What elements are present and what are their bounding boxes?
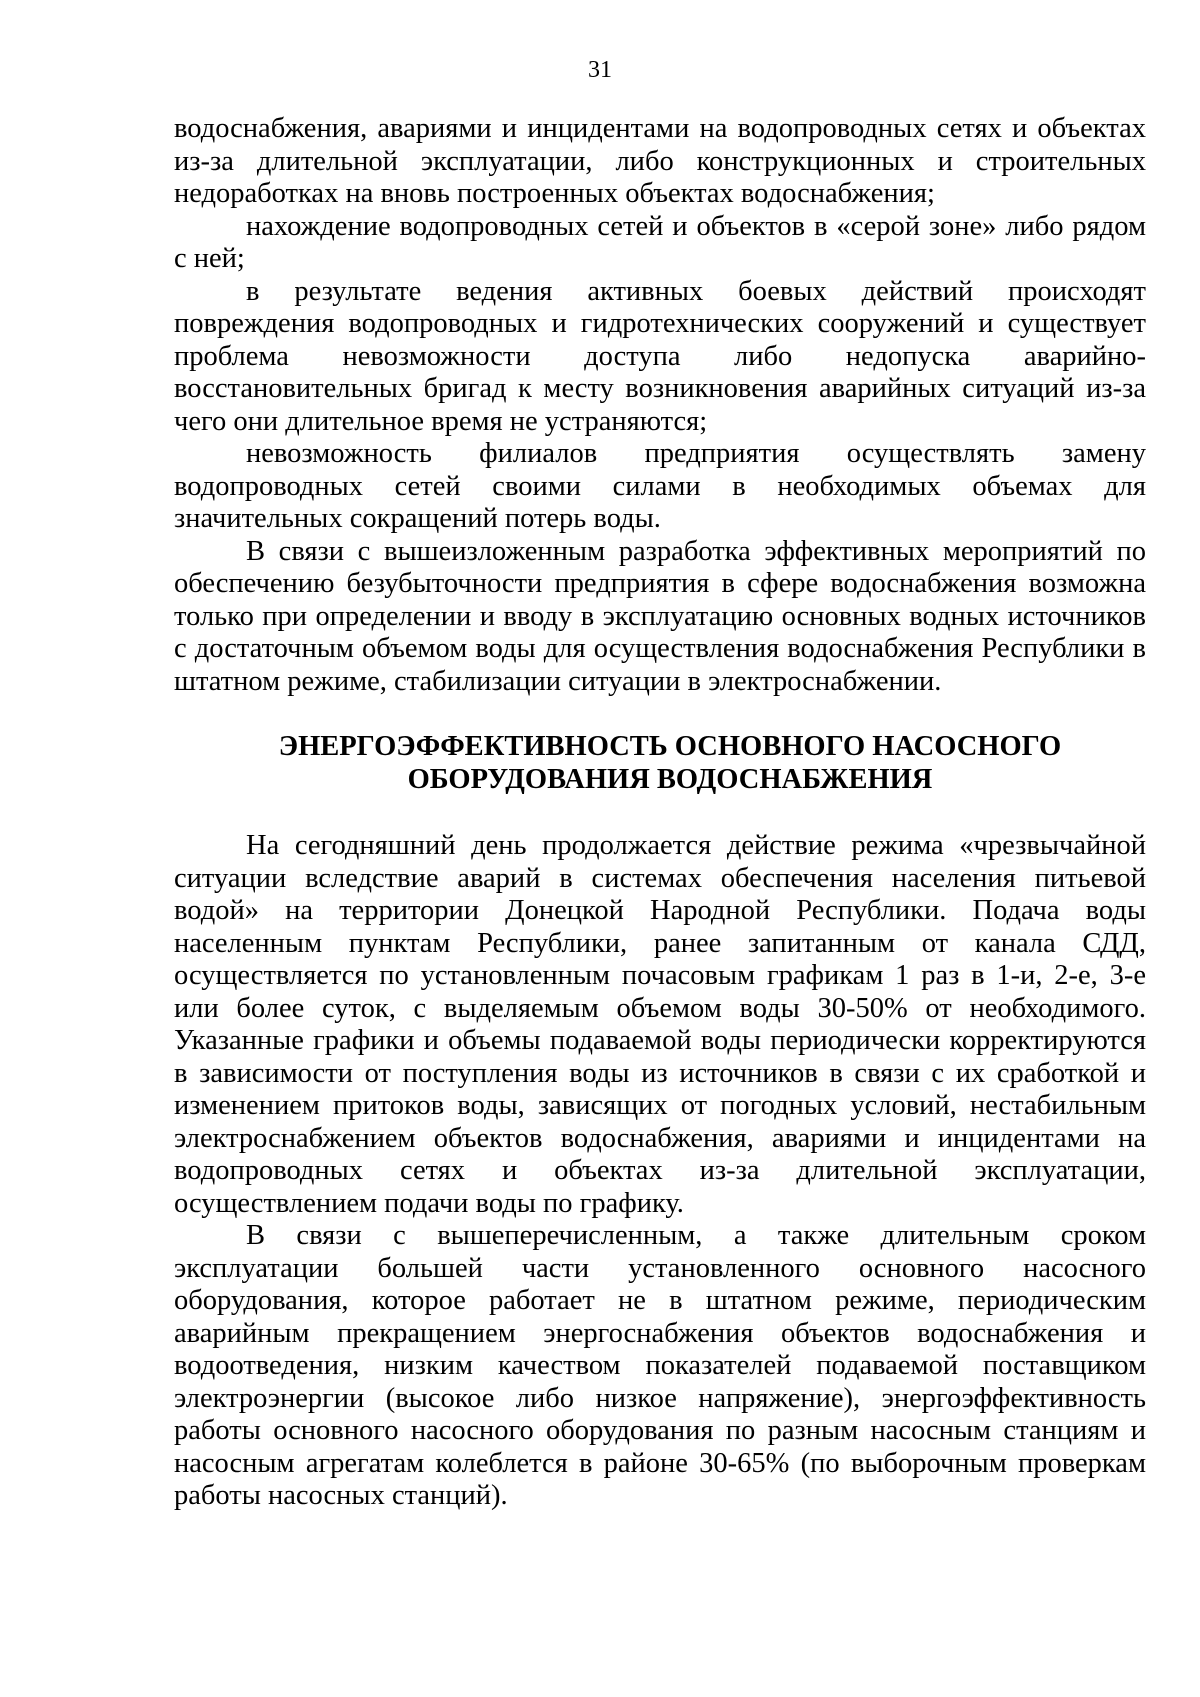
section-heading (174, 731, 1146, 796)
paragraph-network-replacement: невозможность филиалов предприятия осуществлять замену водопроводных сетей своими силами в необходимых объемах для значительных сокращений потерь воды. (174, 438, 1146, 534)
page-number: 31 (588, 57, 612, 83)
section-heading-line-2: ОБОРУДОВАНИЯ ВОДОСНАБЖЕНИЯ (407, 763, 933, 795)
paragraph-grey-zone: нахождение водопроводных сетей и объектов в «серой зоне» либо рядом с ней; (174, 210, 1146, 274)
paragraph-emergency-regime: На сегодняшний день продолжается действие режима «чрезвычайной ситуации вследствие аварий в системах обеспечения населения питьевой водой» на территории Донецкой Народной Республики. Подача воды населенным пунктам Республики, ранее запитанным от канала СДД, осуществляется по установленным почасовым графикам 1 раз в 1-и, 2-е, 3-е или более суток, с выделяемым объемом воды 30-50% от необходимого. Указанные графики и объемы подаваемой воды периодически корректируются в зависимости от поступления воды из источников в связи с их сработкой и изменением притоков воды, зависящих от погодных условий, нестабильным электроснабжением объектов водоснабжения, авариями и инцидентами на водопроводных сетях и объектах из-за длительной эксплуатации, осуществлением подачи воды по графику. (174, 830, 1146, 1219)
paragraph-energy-efficiency: В связи с вышеперечисленным, а также длительным сроком эксплуатации большей части установленного основного насосного оборудования, которое работает не в штатном режиме, периодическим аварийным прекращением энергоснабжения объектов водоснабжения и водоотведения, низким качеством показателей подаваемой поставщиком электроэнергии (высокое либо низкое напряжение), энергоэффективность работы основного насосного оборудования по разным насосным станциям и насосным агрегатам колеблется в районе 30-65% (по выборочным проверкам работы насосных станций). (174, 1220, 1146, 1511)
top-text-block (174, 113, 1146, 698)
paragraph-conclusion: В связи с вышеизложенным разработка эффективных мероприятий по обеспечению безубыточности предприятия в сфере водоснабжения возможна только при определении и вводу в эксплуатацию основных водных источников с достаточным объемом воды для осуществления водоснабжения Республики в штатном режиме, стабилизации ситуации в электроснабжении. (174, 535, 1146, 697)
paragraph-hostilities: в результате ведения активных боевых действий происходят повреждения водопроводных и гидротехнических сооружений и существует проблема невозможности доступа либо недопуска аварийно-восстановительных бригад к месту возникновения аварийных ситуаций из-за чего они длительное время не устраняются; (174, 275, 1146, 437)
paragraph-continuation: водоснабжения, авариями и инцидентами на водопроводных сетях и объектах из-за длительной эксплуатации, либо конструкционных и строительных недоработках на вновь построенных объектах водоснабжения; (174, 113, 1146, 209)
section-heading-line-1: ЭНЕРГОЭФФЕКТИВНОСТЬ ОСНОВНОГО НАСОСНОГО (278, 731, 1062, 762)
bottom-text-block (174, 830, 1146, 1513)
